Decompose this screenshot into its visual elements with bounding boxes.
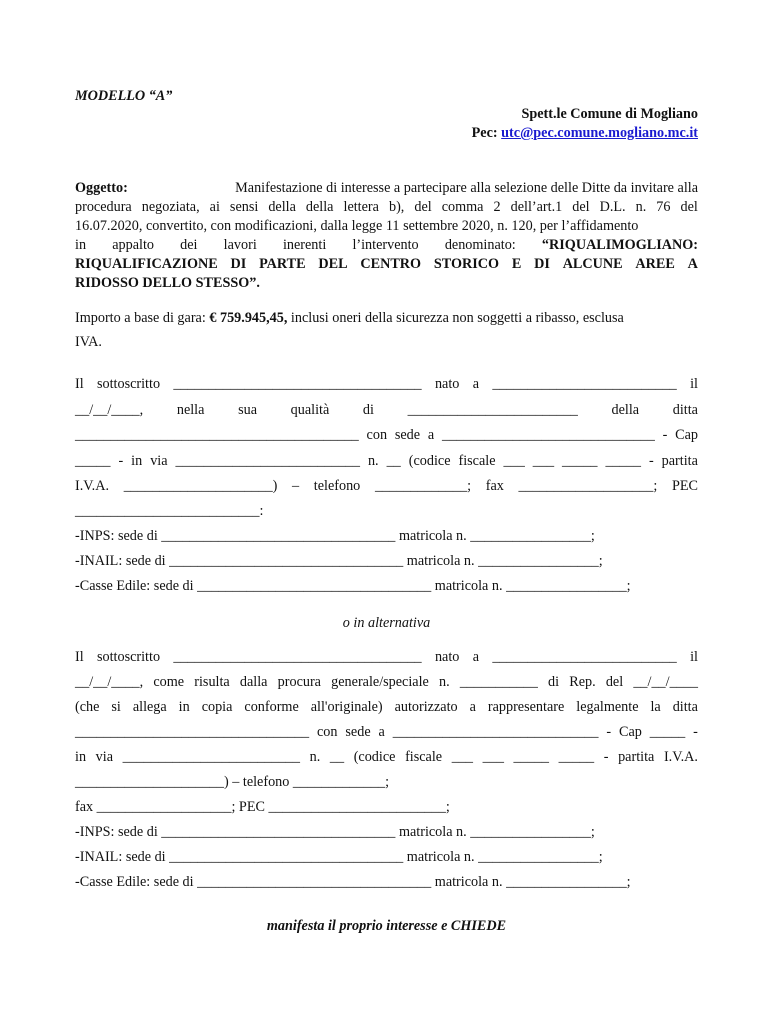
oggetto-line-6: RIDOSSO DELLO STESSO”. <box>75 275 260 291</box>
word: la <box>650 699 661 715</box>
word: ___ <box>451 749 473 765</box>
pec-label: Pec: <box>471 125 502 141</box>
pec-line <box>75 124 698 143</box>
sez1-row-3 <box>75 426 698 445</box>
word: si <box>111 699 121 715</box>
word: __ <box>386 453 401 469</box>
word: dell’art.1 <box>510 199 563 215</box>
word: a <box>427 427 435 443</box>
oggetto-label: Oggetto: <box>75 180 128 196</box>
word: procura <box>277 674 321 690</box>
word: Cap <box>675 427 698 443</box>
sez2-row-1 <box>75 648 698 667</box>
word: comma <box>441 199 484 215</box>
word: ________________________ <box>407 402 578 418</box>
word: via <box>150 453 168 469</box>
word: del <box>414 199 432 215</box>
word: partita <box>618 749 655 765</box>
word: (codice <box>353 749 396 765</box>
word: l’intervento <box>352 237 419 253</box>
word: nella <box>176 402 205 418</box>
importo-line-1 <box>75 309 698 328</box>
word: in <box>131 453 143 469</box>
word: all'originale) <box>310 699 383 715</box>
word: telefono <box>313 478 361 494</box>
word: nato <box>434 376 460 392</box>
word: DI <box>230 256 247 272</box>
word: _____ <box>558 749 595 765</box>
word: PARTE <box>259 256 306 272</box>
word: ai <box>209 199 220 215</box>
model-title: MODELLO “A” <box>75 88 173 104</box>
word: __/__/____, <box>75 674 144 690</box>
word: _________________________________ <box>75 724 310 740</box>
sez1-casse-edile: -Casse Edile: sede di _________________________________ matricola n. _________________; <box>75 578 631 594</box>
word: _____________; <box>374 478 472 494</box>
sez2-row-7: fax ___________________; PEC _________________________; <box>75 799 450 815</box>
word: _____________________) <box>123 478 278 494</box>
word: b), <box>388 199 405 215</box>
word: del <box>680 199 698 215</box>
word: - <box>606 724 612 740</box>
oggetto-line-3: 16.07.2020, convertito, con modificazioni, dalla legge 11 settembre 2020, n. 120, per l’affidamento <box>75 218 639 234</box>
word: ___________________; <box>518 478 658 494</box>
word: E <box>511 256 522 272</box>
word: PEC <box>671 478 698 494</box>
word: del <box>572 199 590 215</box>
word: fax <box>485 478 504 494</box>
word: ___ <box>482 749 504 765</box>
word: - <box>648 453 654 469</box>
word: __________________________ <box>175 453 360 469</box>
word: STORICO <box>433 256 500 272</box>
word: il <box>690 649 698 665</box>
word: A <box>687 256 698 272</box>
word: _____ <box>605 453 641 469</box>
word: dei <box>180 237 198 253</box>
word: di <box>362 402 374 418</box>
word: a <box>378 724 385 740</box>
word: _________________________ <box>122 749 300 765</box>
word: legalmente <box>576 699 639 715</box>
word: negoziata, <box>141 199 200 215</box>
word: come <box>153 674 185 690</box>
word: autorizzato <box>394 699 458 715</box>
word: DI <box>534 256 550 272</box>
word: sede <box>345 724 371 740</box>
closing-statement: manifesta il proprio interesse e CHIEDE <box>266 918 507 934</box>
word: della <box>611 402 640 418</box>
word: - <box>603 749 609 765</box>
word: appalto <box>112 237 154 253</box>
word: n. <box>367 453 379 469</box>
sez2-inps: -INPS: sede di _________________________________ matricola n. _________________; <box>75 824 595 840</box>
word: __________________________ <box>492 376 677 392</box>
word: ___________ <box>459 674 538 690</box>
pec-email-link[interactable]: utc@pec.comune.mogliano.mc.it <box>501 125 698 141</box>
word: di <box>548 674 560 690</box>
word: sensi <box>229 199 259 215</box>
word: allega <box>132 699 167 715</box>
word: 2 <box>493 199 501 215</box>
word: della <box>268 199 296 215</box>
sez1-row-1 <box>75 375 698 394</box>
word: _____________________________ <box>392 724 599 740</box>
word: __/__/____ <box>633 674 698 690</box>
word: via <box>95 749 114 765</box>
word: - <box>118 453 124 469</box>
sez1-row-5 <box>75 477 698 496</box>
word: ______________________________ <box>441 427 655 443</box>
sez1-inps: -INPS: sede di _________________________________ matricola n. _________________; <box>75 528 595 544</box>
word: ___________________________________ <box>173 376 422 392</box>
word: ALCUNE <box>562 256 623 272</box>
word: partita <box>661 453 698 469</box>
word: in <box>75 237 87 253</box>
word: lettera <box>343 199 379 215</box>
sez2-casse-edile: -Casse Edile: sede di _________________________________ matricola n. _________________; <box>75 874 631 890</box>
sez1-row-2 <box>75 401 698 420</box>
word: generale/speciale <box>331 674 429 690</box>
word: a <box>472 649 480 665</box>
word: fiscale <box>405 749 443 765</box>
word: - <box>693 724 698 740</box>
word: I.V.A. <box>663 749 698 765</box>
word: RIQUALIFICAZIONE <box>75 256 218 272</box>
word: __________________________ <box>492 649 677 665</box>
word: procedura <box>75 199 132 215</box>
word: a <box>469 699 476 715</box>
word: qualità <box>290 402 330 418</box>
oggetto-line-1 <box>75 179 698 198</box>
word: Rep. <box>569 674 596 690</box>
word: ___ <box>532 453 555 469</box>
word: inerenti <box>282 237 327 253</box>
word: rappresentare <box>487 699 565 715</box>
word: Il <box>75 649 84 665</box>
word: della <box>305 199 334 215</box>
word: risulta <box>194 674 230 690</box>
word: n. <box>439 674 450 690</box>
sez2-row-6: _____________________) – telefono _____________; <box>75 774 390 790</box>
word: D.L. <box>599 199 626 215</box>
word: (che <box>75 699 100 715</box>
word: ________________________________________ <box>75 427 359 443</box>
word: - <box>662 427 668 443</box>
word: con <box>366 427 388 443</box>
word: n. <box>309 749 321 765</box>
word: con <box>317 724 338 740</box>
word: Il <box>75 376 84 392</box>
sez2-row-2 <box>75 673 698 692</box>
word: ditta <box>672 699 698 715</box>
word: ___________________________________ <box>173 649 422 665</box>
word: (codice <box>408 453 451 469</box>
word: in <box>178 699 190 715</box>
sez2-row-3 <box>75 698 698 717</box>
sez2-row-5 <box>75 748 698 767</box>
word: copia <box>201 699 233 715</box>
alternativa-heading: o in alternativa <box>342 615 431 631</box>
importo-note: inclusi oneri della sicurezza non soggetti a ribasso, esclusa <box>287 310 624 326</box>
word: sottoscritto <box>96 649 161 665</box>
sez1-row-4 <box>75 452 698 471</box>
word: a <box>472 376 480 392</box>
word: I.V.A. <box>75 478 110 494</box>
word: del <box>605 674 624 690</box>
word: dalla <box>239 674 268 690</box>
word: nato <box>434 649 460 665</box>
importo-label: Importo a base di gara: <box>75 310 210 326</box>
word: _____ <box>649 724 686 740</box>
word: fiscale <box>458 453 496 469</box>
word: ___ <box>503 453 525 469</box>
oggetto-line-4 <box>75 236 698 255</box>
word: sottoscritto <box>96 376 161 392</box>
word: sua <box>238 402 257 418</box>
word: __/__/____, <box>75 402 144 418</box>
sez2-row-4 <box>75 723 698 742</box>
word: _____ <box>75 453 111 469</box>
word: conforme <box>244 699 299 715</box>
word: DEL <box>318 256 348 272</box>
sez1-row-6: __________________________: <box>75 503 264 519</box>
word: __ <box>329 749 345 765</box>
word: Cap <box>619 724 642 740</box>
word: CENTRO <box>360 256 422 272</box>
oggetto-text: Manifestazione di interesse a partecipare alla selezione delle Ditte da invitare alla <box>235 180 698 196</box>
oggetto-line-2 <box>75 198 698 217</box>
word: _____ <box>562 453 598 469</box>
word: n. <box>635 199 647 215</box>
oggetto-line-5 <box>75 255 698 274</box>
word: “RIQUALIMOGLIANO: <box>541 237 698 253</box>
word: 76 <box>656 199 671 215</box>
sez2-inail: -INAIL: sede di _________________________________ matricola n. _________________; <box>75 849 603 865</box>
sez1-inail: -INAIL: sede di _________________________________ matricola n. _________________; <box>75 553 603 569</box>
word: lavori <box>223 237 257 253</box>
recipient: Spett.le Comune di Mogliano <box>521 106 698 122</box>
word: – <box>292 478 300 494</box>
importo-amount: € 759.945,45, <box>209 310 288 326</box>
word: denominato: <box>444 237 516 253</box>
word: AREE <box>635 256 675 272</box>
importo-line-2: IVA. <box>75 334 102 350</box>
word: sede <box>394 427 421 443</box>
word: ditta <box>672 402 698 418</box>
word: il <box>690 376 698 392</box>
word: in <box>75 749 87 765</box>
word: _____ <box>513 749 549 765</box>
